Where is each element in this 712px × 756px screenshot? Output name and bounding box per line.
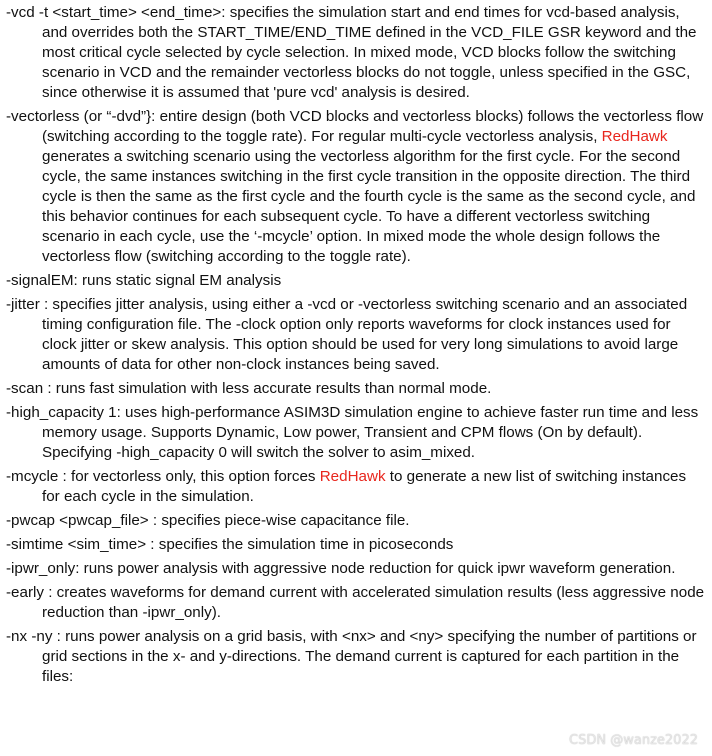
document-body <box>6 3 706 691</box>
option-ipwr-only: -ipwr_only: runs power analysis with aggressive node reduction for quick ipwr waveform generation. <box>6 560 676 577</box>
option-early: -early : creates waveforms for demand current with accelerated simulation results (less aggressive node reduction than -ipwr_only). <box>6 584 705 621</box>
option-pwcap: -pwcap <pwcap_file> : specifies piece-wise capacitance file. <box>6 512 410 529</box>
option-vectorless: -vectorless (or “-dvd”}: entire design (both VCD blocks and vectorless blocks) follows the vectorless flow (switching according to the toggle rate). For regular multi-cycle vectorless analysis, RedHawk generates a switching scenario using the vectorless algorithm for the first cycle. For the second cycle, the same instances switching in the first cycle transition in the opposite direction. The third cycle is then the same as the first cycle and the fourth cycle is the same as the second cycle, and this behavior continues for each subsequent cycle. To have a different vectorless switching scenario in each cycle, use the ‘-mcycle’ option. In mixed mode the whole design follows the vectorless flow (switching according to the toggle rate). <box>6 108 704 265</box>
option-jitter: -jitter : specifies jitter analysis, using either a -vcd or -vectorless switching scenario and an associated timing configuration file. The -clock option only reports waveforms for clock instances used for clock jitter or skew analysis. This option should be used for very long simulations to avoid large amounts of data for other non-clock instances being saved. <box>6 296 688 373</box>
csdn-watermark: CSDN @wanze2022 <box>569 733 698 748</box>
option-signalem: -signalEM: runs static signal EM analysis <box>6 272 282 289</box>
option-nx-ny: -nx -ny : runs power analysis on a grid basis, with <nx> and <ny> specifying the number of partitions or grid sections in the x- and y-directions. The demand current is captured for each partition in the files: <box>6 628 697 685</box>
option-vcd: -vcd -t <start_time> <end_time>: specifies the simulation start and end times for vcd-based analysis, and overrides both the START_TIME/END_TIME defined in the VCD_FILE GSR keyword and the most critical cycle selected by cycle selection. In mixed mode, VCD blocks follow the switching scenario in VCD and the remainder vectorless blocks do not toggle, unless specified in the GSC, since otherwise it is assumed that 'pure vcd' analysis is desired. <box>6 4 697 101</box>
option-scan: -scan : runs fast simulation with less accurate results than normal mode. <box>6 380 492 397</box>
redhawk-highlight: RedHawk <box>319 468 386 485</box>
option-mcycle: -mcycle : for vectorless only, this option forces RedHawk to generate a new list of switching instances for each cycle in the simulation. <box>6 468 687 505</box>
option-simtime: -simtime <sim_time> : specifies the simulation time in picoseconds <box>6 536 454 553</box>
redhawk-highlight: RedHawk <box>601 128 668 145</box>
option-high-capacity: -high_capacity 1: uses high-performance ASIM3D simulation engine to achieve faster run time and less memory usage. Supports Dynamic, Low power, Transient and CPM flows (On by default). Specifying -high_capacity 0 will switch the solver to asim_mixed. <box>6 404 699 461</box>
